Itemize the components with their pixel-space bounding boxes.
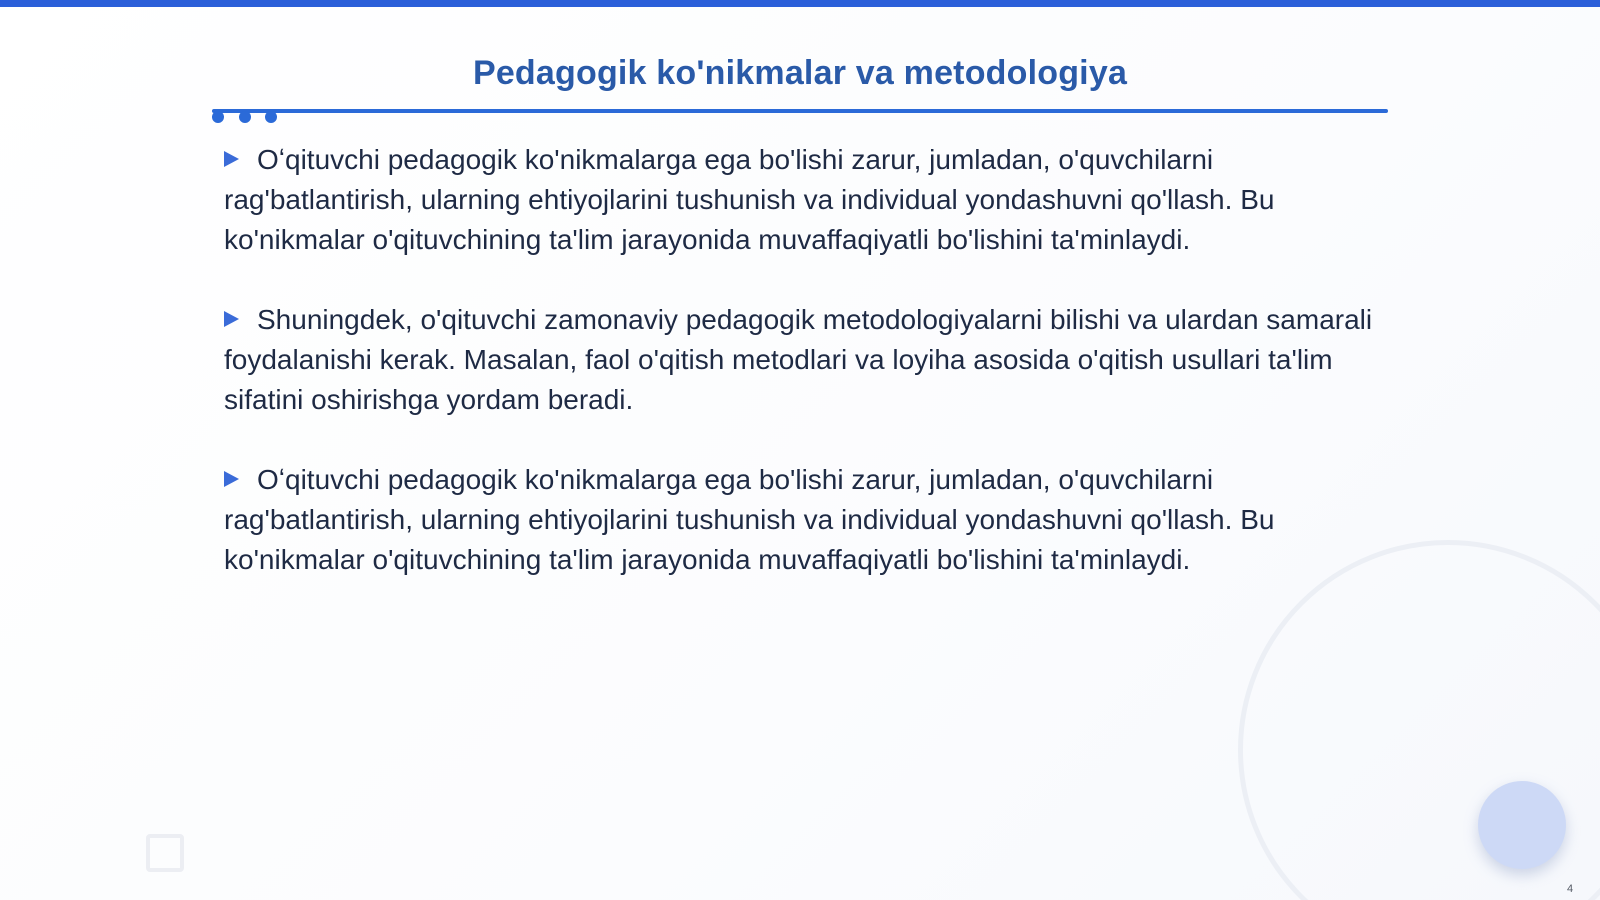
- decorative-circle: [1478, 781, 1566, 869]
- underline-dots: [212, 111, 282, 125]
- triangle-bullet-icon: [224, 311, 239, 327]
- bullet-text: Oʻqituvchi pedagogik ko'nikmalarga ega bo'lishi zarur, jumladan, o'quvchilarni rag'batlantirish, ularning ehtiyojlarini tushunish va individual yondashuvni qo'llash. Bu ko'nikmalar o'qituvchining ta'lim jarayonida muvaffaqiyatli bo'lishini ta'minlaydi.: [224, 464, 1275, 575]
- dot-icon: [265, 111, 277, 123]
- triangle-bullet-icon: [224, 471, 239, 487]
- dot-icon: [212, 111, 224, 123]
- bullet-item: [224, 300, 1394, 420]
- dot-icon: [239, 111, 251, 123]
- bullet-list: [224, 140, 1394, 620]
- slide-title: Pedagogik ko'nikmalar va metodologiya: [472, 54, 1128, 92]
- bullet-item: [224, 140, 1394, 260]
- triangle-bullet-icon: [224, 151, 239, 167]
- title-underline: [212, 109, 1388, 113]
- page-number: 4: [1567, 883, 1574, 895]
- bullet-text: Oʻqituvchi pedagogik ko'nikmalarga ega bo'lishi zarur, jumladan, o'quvchilarni rag'batlantirish, ularning ehtiyojlarini tushunish va individual yondashuvni qo'llash. Bu ko'nikmalar o'qituvchining ta'lim jarayonida muvaffaqiyatli bo'lishini ta'minlaydi.: [224, 144, 1275, 255]
- decorative-square: [146, 834, 184, 872]
- top-accent-bar: [0, 0, 1600, 7]
- bullet-item: [224, 460, 1394, 580]
- bullet-text: Shuningdek, o'qituvchi zamonaviy pedagogik metodologiyalarni bilishi va ulardan samarali foydalanishi kerak. Masalan, faol o'qitish metodlari va loyiha asosida o'qitish usullari ta'lim sifatini oshirishga yordam beradi.: [224, 304, 1373, 415]
